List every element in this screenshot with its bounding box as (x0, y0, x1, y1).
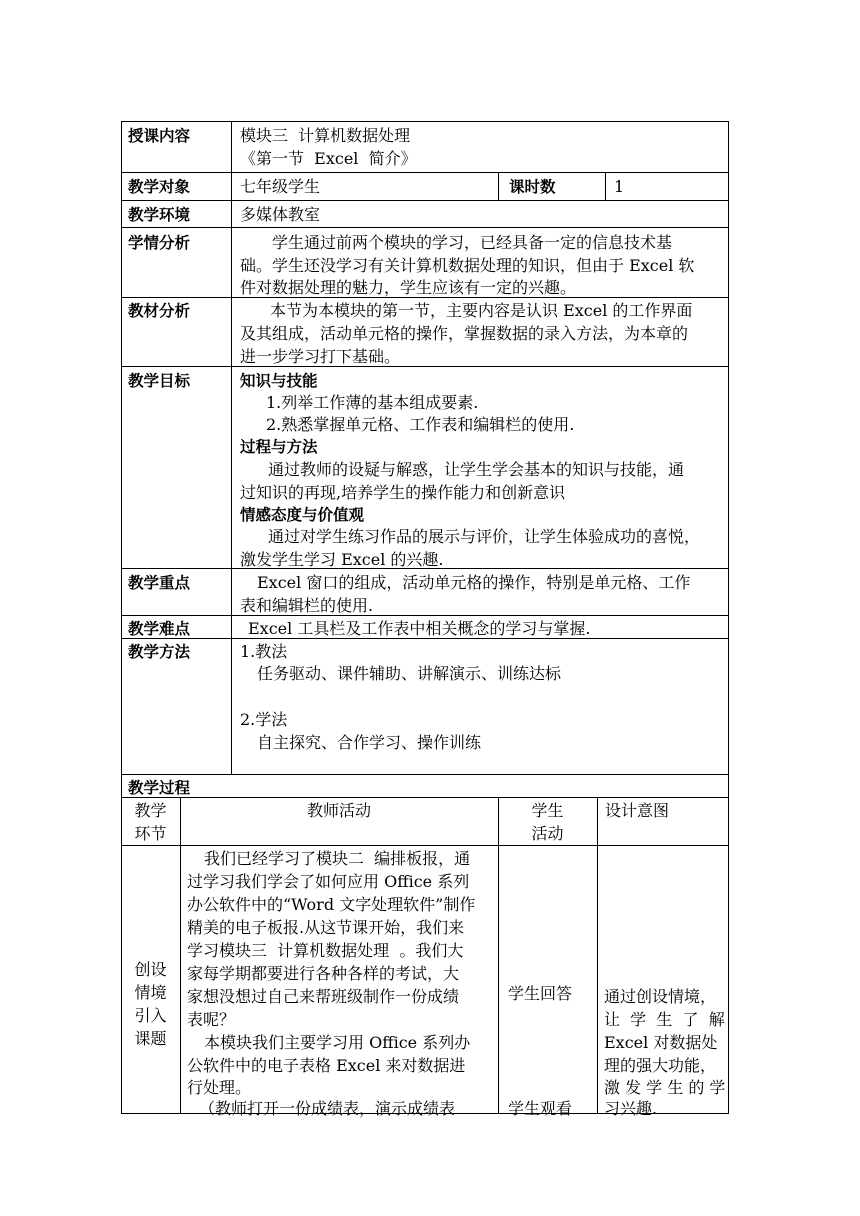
header-stage-1: 教学 (134, 801, 167, 820)
label-difficulty: 教学难点 (128, 620, 191, 638)
label-material: 教材分析 (128, 302, 191, 320)
intent-line: Excel 对数据处 (604, 1033, 718, 1052)
goals-p1: 通过教师的设疑与解惑，让学生学会基本的知识与技能，通 (268, 460, 685, 479)
label-learner: 学情分析 (128, 234, 191, 252)
method-teach-detail: 任务驱动、课件辅助、讲解演示、训练达标 (257, 664, 562, 683)
learner-line-2: 础。学生还没学习有关计算机数据处理的知识，但由于 Excel 软 (240, 256, 695, 275)
stage-line-4: 课题 (134, 1029, 167, 1048)
stage-line-1: 创设 (134, 960, 167, 979)
teacher-line: 行处理。 (187, 1078, 252, 1097)
learner-line-1: 学生通过前两个模块的学习，已经具备一定的信息技术基 (272, 233, 673, 252)
hours-value: 1 (614, 177, 625, 196)
target-value: 七年级学生 (240, 177, 321, 196)
content-line-1: 模块三 计算机数据处理 (240, 126, 411, 145)
intent-line: 习兴趣. (604, 1099, 658, 1118)
teacher-line: 我们已经学习了模块二 编排板报，通 (204, 849, 471, 868)
content-line-2: 《第一节 Excel 简介》 (240, 149, 417, 168)
intent-line: 激 发 学 生 的 学 (604, 1078, 726, 1097)
goals-heading-process: 过程与方法 (240, 438, 318, 456)
header-student-1: 学生 (531, 801, 564, 820)
stage-line-2: 情境 (134, 983, 167, 1002)
goals-k1: 1.列举工作薄的基本组成要素. (266, 393, 479, 412)
process-title: 教学过程 (128, 779, 191, 797)
method-learn-detail: 自主探究、合作学习、操作训练 (257, 733, 482, 752)
label-content: 授课内容 (128, 127, 191, 145)
learner-line-3: 件对数据处理的魅力，学生应该有一定的兴趣。 (240, 278, 577, 297)
intent-line: 通过创设情境， (604, 987, 717, 1006)
label-key: 教学重点 (128, 574, 191, 592)
header-teacher: 教师活动 (306, 801, 371, 820)
teacher-line: 公软件中的电子表格 Excel 来对数据进 (187, 1056, 466, 1075)
goals-p2: 过知识的再现,培养学生的操作能力和创新意识 (240, 483, 566, 502)
goals-heading-knowledge: 知识与技能 (240, 372, 318, 390)
teacher-line: （教师打开一份成绩表，演示成绩表 (199, 1099, 456, 1118)
label-method: 教学方法 (128, 643, 191, 661)
label-env: 教学环境 (128, 206, 191, 224)
env-value: 多媒体教室 (240, 205, 321, 224)
teacher-line: 家每学期都要进行各种各样的考试，大 (187, 964, 460, 983)
difficulty-value: Excel 工具栏及工作表中相关概念的学习与掌握. (248, 619, 591, 638)
teacher-line: 精美的电子板报.从这节课开始，我们来 (187, 918, 465, 937)
intent-line: 让 学 生 了 解 (604, 1010, 725, 1029)
key-line-2: 表和编辑栏的使用. (240, 596, 374, 615)
goals-e1: 通过对学生练习作品的展示与评价，让学生体验成功的喜悦， (268, 527, 701, 546)
teacher-line: 表呢？ (187, 1010, 236, 1029)
header-stage-2: 环节 (134, 824, 167, 843)
goals-heading-emotion: 情感态度与价值观 (240, 506, 365, 524)
label-hours: 课时数 (509, 178, 556, 196)
teacher-line: 办公软件中的“Word 文字处理软件”制作 (187, 895, 476, 914)
label-target: 教学对象 (128, 178, 191, 196)
method-learn-title: 2.学法 (240, 710, 288, 729)
method-teach-title: 1.教法 (240, 642, 288, 661)
material-line-2: 及其组成，活动单元格的操作，掌握数据的录入方法，为本章的 (240, 324, 689, 343)
label-goals: 教学目标 (128, 372, 191, 390)
teacher-line: 本模块我们主要学习用 Office 系列办 (204, 1033, 471, 1052)
teacher-line: 家想没想过自己来帮班级制作一份成绩 (187, 987, 460, 1006)
teacher-line: 学习模块三 计算机数据处理 。我们大 (187, 941, 464, 960)
teacher-line: 过学习我们学会了如何应用 Office 系列 (187, 872, 470, 891)
key-line-1: Excel 窗口的组成，活动单元格的操作，特别是单元格、工作 (257, 573, 691, 592)
material-line-1: 本节为本模块的第一节，主要内容是认识 Excel 的工作界面 (270, 301, 693, 320)
student-activity-answer: 学生回答 (508, 984, 573, 1003)
header-intent: 设计意图 (605, 801, 670, 820)
header-student-2: 活动 (531, 824, 564, 843)
intent-line: 理的强大功能， (604, 1056, 717, 1075)
material-line-3: 进一步学习打下基础。 (240, 347, 401, 366)
stage-line-3: 引入 (134, 1006, 167, 1025)
goals-k2: 2.熟悉掌握单元格、工作表和编辑栏的使用. (266, 415, 575, 434)
goals-e2: 激发学生学习 Excel 的兴趣. (240, 550, 444, 569)
student-activity-watch: 学生观看 (508, 1099, 573, 1118)
